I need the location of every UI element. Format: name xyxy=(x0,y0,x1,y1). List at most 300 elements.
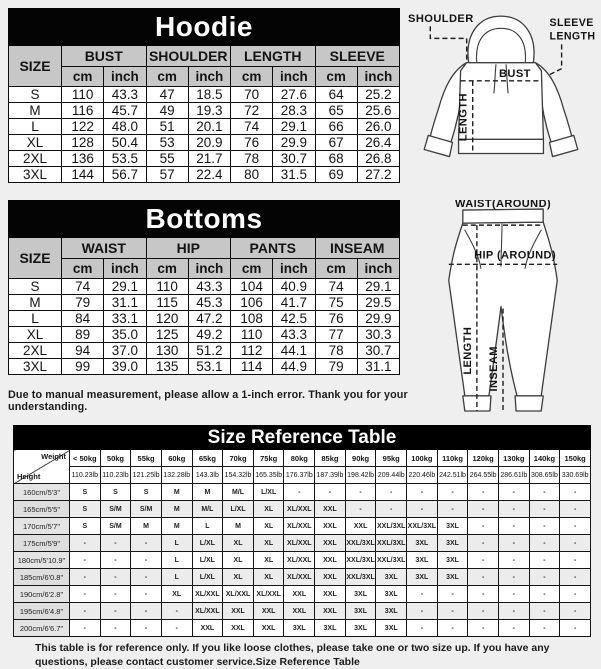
value-cell: 70 xyxy=(231,87,273,103)
value-cell: M xyxy=(161,501,192,518)
value-cell: M/L xyxy=(192,501,223,518)
unit-inch-header: inch xyxy=(357,67,399,87)
value-cell: - xyxy=(131,552,162,569)
value-cell: XL xyxy=(223,535,254,552)
value-cell: - xyxy=(437,484,468,501)
value-cell: 47 xyxy=(146,87,188,103)
weight-lb-header: 264.55lb xyxy=(468,467,499,484)
column-group-bust: BUST xyxy=(62,46,147,67)
value-cell: 75 xyxy=(315,295,357,311)
reference-table-title: Size Reference Table xyxy=(14,426,591,450)
value-cell: 122 xyxy=(62,119,104,135)
weight-lb-header: 286.61lb xyxy=(498,467,529,484)
sleeve-length-label-line2: LENGTH xyxy=(549,30,596,43)
value-cell: 76 xyxy=(231,135,273,151)
value-cell: XL/XXL xyxy=(284,501,315,518)
weight-kg-header: 130kg xyxy=(498,450,529,467)
column-group-pants: PANTS xyxy=(231,238,316,259)
row-label: 2XL xyxy=(9,151,62,167)
value-cell: XXL xyxy=(315,535,346,552)
value-cell: M xyxy=(131,518,162,535)
value-cell: 89 xyxy=(62,327,104,343)
bottoms-group-header-row xyxy=(9,238,400,259)
value-cell: - xyxy=(529,518,560,535)
value-cell: L/XL xyxy=(192,552,223,569)
top-section xyxy=(8,8,601,416)
value-cell: - xyxy=(437,586,468,603)
weight-lb-header: 242.51lb xyxy=(437,467,468,484)
value-cell: - xyxy=(560,552,591,569)
value-cell: L xyxy=(161,535,192,552)
sleeve-length-label-line1: SLEEVE xyxy=(549,17,594,30)
value-cell: XL/XXL xyxy=(284,535,315,552)
value-cell: L/XL xyxy=(223,501,254,518)
value-cell: 74 xyxy=(62,279,104,295)
value-cell: - xyxy=(498,586,529,603)
reference-title-row xyxy=(14,426,591,450)
value-cell: L xyxy=(161,552,192,569)
bottoms-table-body xyxy=(9,279,400,375)
row-label: 3XL xyxy=(9,167,62,183)
value-cell: XXL/3XL xyxy=(376,518,407,535)
column-group-waist: WAIST xyxy=(62,238,147,259)
value-cell: XL xyxy=(161,586,192,603)
value-cell: XXL/3XL xyxy=(407,518,438,535)
unit-inch-header: inch xyxy=(188,259,230,279)
value-cell: XXL/3XL xyxy=(376,552,407,569)
unit-inch-header: inch xyxy=(104,67,146,87)
row-label: L xyxy=(9,119,62,135)
value-cell: 114 xyxy=(231,359,273,375)
value-cell: 53 xyxy=(146,135,188,151)
value-cell: XL xyxy=(253,569,284,586)
value-cell: 67 xyxy=(315,135,357,151)
value-cell: - xyxy=(468,603,499,620)
value-cell: - xyxy=(529,569,560,586)
value-cell: 29.9 xyxy=(273,135,315,151)
table-row xyxy=(9,359,400,375)
value-cell: S/M xyxy=(100,518,131,535)
value-cell: 26.4 xyxy=(357,135,399,151)
table-row xyxy=(9,103,400,119)
weight-lb-header: 132.28lb xyxy=(161,467,192,484)
value-cell: L/XL xyxy=(192,535,223,552)
diagrams-column xyxy=(401,2,601,416)
value-cell: - xyxy=(407,620,438,637)
value-cell: 3XL xyxy=(345,620,376,637)
weight-lb-header: 308.65lb xyxy=(529,467,560,484)
value-cell: 74 xyxy=(315,279,357,295)
value-cell: XL/XXL xyxy=(284,518,315,535)
table-row xyxy=(9,327,400,343)
unit-cm-header: cm xyxy=(62,67,104,87)
weight-kg-header: 110kg xyxy=(437,450,468,467)
hoodie-unit-header-row xyxy=(9,67,400,87)
value-cell: - xyxy=(468,535,499,552)
hoodie-size-table xyxy=(8,8,400,183)
row-label: S xyxy=(9,87,62,103)
shoulder-measure-line xyxy=(430,26,466,60)
row-label: 170cm/5'7" xyxy=(14,518,70,535)
value-cell: - xyxy=(437,501,468,518)
row-label: 175cm/5'9" xyxy=(14,535,70,552)
value-cell: M xyxy=(192,484,223,501)
value-cell: 44.9 xyxy=(273,359,315,375)
weight-lb-header: 176.37lb xyxy=(284,467,315,484)
value-cell: 25.6 xyxy=(357,103,399,119)
value-cell: 110 xyxy=(62,87,104,103)
value-cell: XL xyxy=(253,552,284,569)
weight-lb-header: 110.23lb xyxy=(70,467,101,484)
value-cell: - xyxy=(560,518,591,535)
value-cell: 135 xyxy=(146,359,188,375)
value-cell: - xyxy=(100,603,131,620)
table-row xyxy=(14,569,591,586)
column-group-inseam: INSEAM xyxy=(315,238,400,259)
value-cell: XXL xyxy=(315,586,346,603)
value-cell: 25.2 xyxy=(357,87,399,103)
value-cell: 31.5 xyxy=(273,167,315,183)
value-cell: 104 xyxy=(231,279,273,295)
value-cell: 28.3 xyxy=(273,103,315,119)
table-row xyxy=(9,279,400,295)
value-cell: 39.0 xyxy=(104,359,146,375)
value-cell: - xyxy=(468,620,499,637)
value-cell: - xyxy=(100,569,131,586)
value-cell: - xyxy=(100,552,131,569)
value-cell: 27.2 xyxy=(357,167,399,183)
value-cell: S xyxy=(131,484,162,501)
value-cell: XXL xyxy=(345,518,376,535)
hoodie-group-header-row xyxy=(9,46,400,67)
value-cell: 94 xyxy=(62,343,104,359)
value-cell: 3XL xyxy=(376,586,407,603)
value-cell: 84 xyxy=(62,311,104,327)
weight-lb-header: 110.23lb xyxy=(100,467,131,484)
measurement-note: Due to manual measurement, please allow a 1-inch error. Thank you for your understanding. xyxy=(8,389,408,413)
weight-kg-header: 60kg xyxy=(161,450,192,467)
value-cell: 110 xyxy=(146,279,188,295)
weight-kg-header: 55kg xyxy=(131,450,162,467)
value-cell: 49.2 xyxy=(188,327,230,343)
value-cell: 18.5 xyxy=(188,87,230,103)
value-cell: - xyxy=(529,586,560,603)
unit-cm-header: cm xyxy=(231,67,273,87)
value-cell: - xyxy=(131,535,162,552)
value-cell: 50.4 xyxy=(104,135,146,151)
value-cell: 3XL xyxy=(376,603,407,620)
row-label: 200cm/6'6.7" xyxy=(14,620,70,637)
table-row xyxy=(9,167,400,183)
value-cell: - xyxy=(560,569,591,586)
table-row xyxy=(9,343,400,359)
value-cell: 78 xyxy=(231,151,273,167)
value-cell: - xyxy=(70,603,101,620)
value-cell: XXL xyxy=(223,603,254,620)
weight-lb-header-row xyxy=(14,467,591,484)
value-cell: 21.7 xyxy=(188,151,230,167)
value-cell: 116 xyxy=(62,103,104,119)
value-cell: S xyxy=(100,484,131,501)
value-cell: 80 xyxy=(231,167,273,183)
sleeve-measure-line xyxy=(549,44,561,74)
shoulder-label: SHOULDER xyxy=(408,13,474,26)
value-cell: 31.1 xyxy=(357,359,399,375)
value-cell: 57 xyxy=(146,167,188,183)
weight-lb-header: 165.35lb xyxy=(253,467,284,484)
value-cell: XL xyxy=(253,501,284,518)
corner-weight-label: Weight xyxy=(41,452,66,461)
value-cell: 20.1 xyxy=(188,119,230,135)
tables-column xyxy=(8,8,408,416)
value-cell: XXL xyxy=(192,620,223,637)
weight-lb-header: 187.39lb xyxy=(315,467,346,484)
reference-table-body xyxy=(14,484,591,637)
value-cell: - xyxy=(437,620,468,637)
value-cell: XL xyxy=(253,535,284,552)
table-row xyxy=(9,295,400,311)
unit-cm-header: cm xyxy=(62,259,104,279)
value-cell: 65 xyxy=(315,103,357,119)
value-cell: - xyxy=(284,484,315,501)
value-cell: - xyxy=(468,518,499,535)
row-label: 165cm/5'5" xyxy=(14,501,70,518)
value-cell: 3XL xyxy=(345,603,376,620)
weight-height-corner-cell xyxy=(14,450,70,484)
value-cell: XXL xyxy=(315,501,346,518)
pants-waistband xyxy=(463,209,543,223)
value-cell: XL/XXL xyxy=(192,603,223,620)
value-cell: 64 xyxy=(315,87,357,103)
row-label: 185cm/6'0.8" xyxy=(14,569,70,586)
value-cell: 3XL xyxy=(376,569,407,586)
value-cell: 79 xyxy=(315,359,357,375)
value-cell: XXL xyxy=(223,620,254,637)
table-row xyxy=(9,311,400,327)
weight-lb-header: 154.32lb xyxy=(223,467,254,484)
weight-kg-header: 65kg xyxy=(192,450,223,467)
value-cell: S xyxy=(70,501,101,518)
value-cell: 20.9 xyxy=(188,135,230,151)
value-cell: - xyxy=(498,535,529,552)
value-cell: - xyxy=(529,535,560,552)
value-cell: - xyxy=(345,501,376,518)
value-cell: - xyxy=(560,484,591,501)
value-cell: 40.9 xyxy=(273,279,315,295)
value-cell: - xyxy=(100,586,131,603)
value-cell: - xyxy=(407,603,438,620)
value-cell: XL/XXL xyxy=(192,586,223,603)
value-cell: - xyxy=(468,552,499,569)
value-cell: XL xyxy=(223,569,254,586)
value-cell: - xyxy=(70,586,101,603)
value-cell: - xyxy=(468,569,499,586)
value-cell: XXL/3XL xyxy=(345,552,376,569)
row-label: S xyxy=(9,279,62,295)
row-label: 160cm/5'3" xyxy=(14,484,70,501)
unit-inch-header: inch xyxy=(273,67,315,87)
value-cell: 3XL xyxy=(345,586,376,603)
weight-kg-header: 100kg xyxy=(407,450,438,467)
value-cell: 3XL xyxy=(437,518,468,535)
bottoms-title-row xyxy=(9,201,400,238)
bust-label: BUST xyxy=(498,67,531,80)
value-cell: 3XL xyxy=(315,620,346,637)
length-label: LENGTH xyxy=(457,93,470,142)
value-cell: 41.7 xyxy=(273,295,315,311)
row-label: XL xyxy=(9,327,62,343)
size-column-header: SIZE xyxy=(9,46,62,87)
value-cell: M xyxy=(161,518,192,535)
value-cell: 30.3 xyxy=(357,327,399,343)
value-cell: 30.7 xyxy=(273,151,315,167)
value-cell: - xyxy=(529,620,560,637)
unit-cm-header: cm xyxy=(315,259,357,279)
value-cell: 3XL xyxy=(437,535,468,552)
value-cell: 120 xyxy=(146,311,188,327)
column-group-length: LENGTH xyxy=(231,46,316,67)
weight-kg-header: 140kg xyxy=(529,450,560,467)
value-cell: XL/XXL xyxy=(223,586,254,603)
weight-kg-header: 75kg xyxy=(253,450,284,467)
value-cell: - xyxy=(498,518,529,535)
value-cell: 136 xyxy=(62,151,104,167)
value-cell: - xyxy=(498,620,529,637)
value-cell: - xyxy=(70,552,101,569)
value-cell: 29.1 xyxy=(357,279,399,295)
value-cell: 29.1 xyxy=(104,279,146,295)
row-label: 180cm/5'10.9" xyxy=(14,552,70,569)
bottoms-unit-header-row xyxy=(9,259,400,279)
value-cell: 43.3 xyxy=(104,87,146,103)
value-cell: S/M xyxy=(131,501,162,518)
value-cell: 37.0 xyxy=(104,343,146,359)
value-cell: 45.3 xyxy=(188,295,230,311)
value-cell: 68 xyxy=(315,151,357,167)
value-cell: 72 xyxy=(231,103,273,119)
value-cell: 29.9 xyxy=(357,311,399,327)
value-cell: XL xyxy=(253,518,284,535)
value-cell: XXL xyxy=(284,603,315,620)
value-cell: - xyxy=(529,552,560,569)
weight-kg-header: 95kg xyxy=(376,450,407,467)
corner-height-label: Height xyxy=(17,472,41,481)
hoodie-title-row xyxy=(9,9,400,46)
value-cell: XXL/3XL xyxy=(345,569,376,586)
value-cell: L/XL xyxy=(192,569,223,586)
value-cell: 3XL xyxy=(407,569,438,586)
value-cell: - xyxy=(407,501,438,518)
value-cell: - xyxy=(498,484,529,501)
weight-kg-header: 85kg xyxy=(315,450,346,467)
value-cell: S/M xyxy=(100,501,131,518)
weight-lb-header: 143.3lb xyxy=(192,467,223,484)
value-cell: 43.3 xyxy=(273,327,315,343)
weight-kg-header: 80kg xyxy=(284,450,315,467)
weight-kg-header: 50kg xyxy=(100,450,131,467)
value-cell: - xyxy=(131,603,162,620)
value-cell: - xyxy=(529,501,560,518)
table-row xyxy=(9,135,400,151)
value-cell: S xyxy=(70,484,101,501)
value-cell: 3XL xyxy=(437,552,468,569)
pants-measurement-diagram xyxy=(401,200,601,416)
value-cell: 56.7 xyxy=(104,167,146,183)
weight-lb-header: 220.46lb xyxy=(407,467,438,484)
table-row xyxy=(9,87,400,103)
value-cell: - xyxy=(498,501,529,518)
value-cell: 77 xyxy=(315,327,357,343)
value-cell: 144 xyxy=(62,167,104,183)
table-row xyxy=(9,151,400,167)
value-cell: - xyxy=(468,501,499,518)
value-cell: - xyxy=(161,620,192,637)
value-cell: - xyxy=(560,586,591,603)
row-label: M xyxy=(9,103,62,119)
weight-lb-header: 209.44lb xyxy=(376,467,407,484)
weight-lb-header: 121.25lb xyxy=(131,467,162,484)
unit-cm-header: cm xyxy=(146,259,188,279)
value-cell: - xyxy=(70,569,101,586)
unit-inch-header: inch xyxy=(273,259,315,279)
hoodie-measurement-diagram xyxy=(401,2,601,200)
hoodie-table-body xyxy=(9,87,400,183)
value-cell: - xyxy=(131,569,162,586)
column-group-hip: HIP xyxy=(146,238,231,259)
value-cell: 79 xyxy=(62,295,104,311)
value-cell: - xyxy=(560,603,591,620)
value-cell: XXL xyxy=(253,603,284,620)
value-cell: 3XL xyxy=(284,620,315,637)
footer-note: This table is for reference only. If you like loose clothes, please take one or two size up. If you have any questions, please contact customer service.Size Reference Table xyxy=(35,642,550,668)
size-reference-table xyxy=(13,425,591,637)
value-cell: 53.1 xyxy=(188,359,230,375)
value-cell: 78 xyxy=(315,343,357,359)
value-cell: - xyxy=(407,484,438,501)
table-row xyxy=(14,501,591,518)
value-cell: 19.3 xyxy=(188,103,230,119)
table-row xyxy=(14,535,591,552)
table-row xyxy=(14,552,591,569)
value-cell: 48.0 xyxy=(104,119,146,135)
value-cell: - xyxy=(315,484,346,501)
value-cell: 110 xyxy=(231,327,273,343)
value-cell: 33.1 xyxy=(104,311,146,327)
value-cell: M xyxy=(161,484,192,501)
weight-kg-header: 150kg xyxy=(560,450,591,467)
value-cell: 22.4 xyxy=(188,167,230,183)
value-cell: - xyxy=(468,586,499,603)
value-cell: 3XL xyxy=(376,620,407,637)
unit-cm-header: cm xyxy=(315,67,357,87)
value-cell: - xyxy=(345,484,376,501)
value-cell: 51 xyxy=(146,119,188,135)
weight-kg-header: < 50kg xyxy=(70,450,101,467)
value-cell: - xyxy=(498,603,529,620)
value-cell: XXL xyxy=(253,620,284,637)
waist-label: WAIST(AROUND) xyxy=(454,200,552,211)
column-group-sleeve: SLEEVE xyxy=(315,46,400,67)
value-cell: 26.8 xyxy=(357,151,399,167)
value-cell: 26.0 xyxy=(357,119,399,135)
table-row xyxy=(14,586,591,603)
table-row xyxy=(14,603,591,620)
unit-inch-header: inch xyxy=(188,67,230,87)
row-label: L xyxy=(9,311,62,327)
hoodie-title: Hoodie xyxy=(9,9,400,46)
unit-inch-header: inch xyxy=(357,259,399,279)
value-cell: XXL xyxy=(315,552,346,569)
